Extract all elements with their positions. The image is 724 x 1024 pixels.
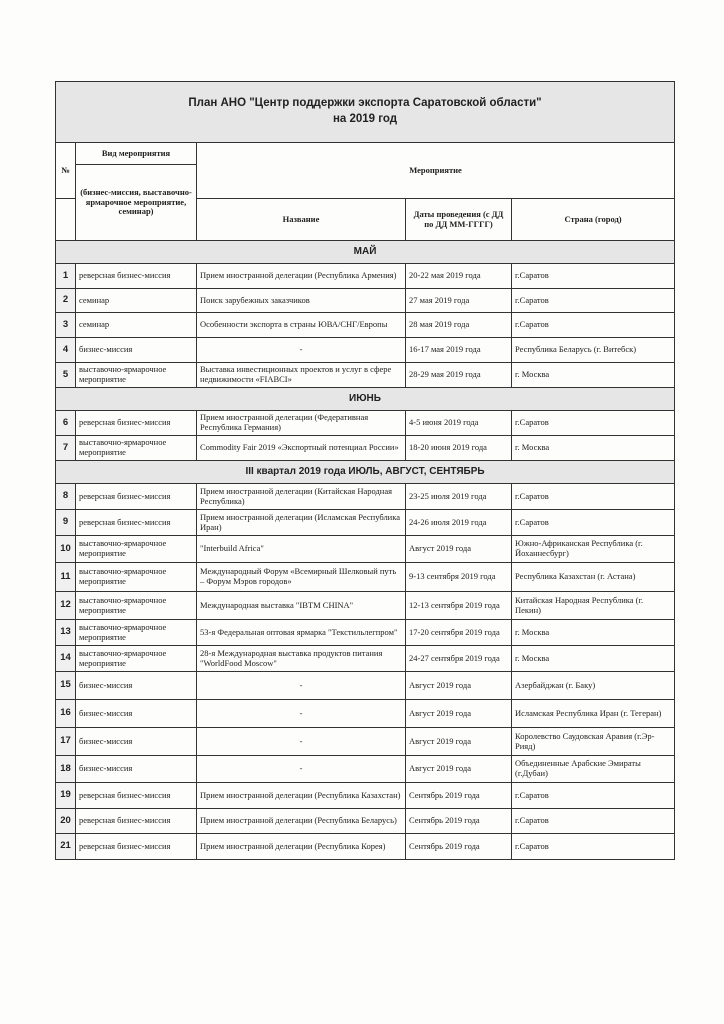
event-dates: 27 мая 2019 года xyxy=(406,289,512,313)
event-country: г. Москва xyxy=(512,436,675,461)
row-number: 16 xyxy=(56,700,76,728)
event-name: Международная выставка "IBTM CHINA" xyxy=(197,592,406,620)
section-row xyxy=(56,461,675,484)
event-name: Выставка инвестиционных проектов и услуг в сфере недвижимости «FIABCI» xyxy=(197,363,406,388)
event-type: реверсная бизнес-миссия xyxy=(76,834,197,860)
table-row xyxy=(56,620,675,646)
event-type: реверсная бизнес-миссия xyxy=(76,264,197,289)
table-row xyxy=(56,646,675,672)
event-country: Исламская Республика Иран (г. Тегеран) xyxy=(512,700,675,728)
event-name: 28-я Международная выставка продуктов питания "WorldFood Moscow" xyxy=(197,646,406,672)
event-dates: Сентябрь 2019 года xyxy=(406,783,512,809)
event-name: Прием иностранной делегации (Республика Казахстан) xyxy=(197,783,406,809)
event-name: Международный Форум «Всемирный Шелковый путь – Форум Мэров городов» xyxy=(197,563,406,592)
event-type: бизнес-миссия xyxy=(76,338,197,363)
event-name: 53-я Федеральная оптовая ярмарка "Текстильлегпром" xyxy=(197,620,406,646)
event-dates: 24-26 июля 2019 года xyxy=(406,510,512,536)
event-dates: 16-17 мая 2019 года xyxy=(406,338,512,363)
event-country: Южно-Африканская Республика (г. Йоханнесбург) xyxy=(512,536,675,563)
table-row xyxy=(56,289,675,313)
header-country: Страна (город) xyxy=(512,199,675,241)
event-name: Особенности экспорта в страны ЮВА/СНГ/Европы xyxy=(197,313,406,338)
event-type: реверсная бизнес-миссия xyxy=(76,783,197,809)
event-type: выставочно-ярмарочное мероприятие xyxy=(76,592,197,620)
event-name: Прием иностранной делегации (Федеративная Республика Германия) xyxy=(197,411,406,436)
section-label: ИЮНЬ xyxy=(56,388,675,411)
event-type: бизнес-миссия xyxy=(76,700,197,728)
event-type: выставочно-ярмарочное мероприятие xyxy=(76,536,197,563)
event-name: - xyxy=(197,672,406,700)
title-line-1: План АНО "Центр поддержки экспорта Саратовской области" xyxy=(188,97,542,110)
event-type: семинар xyxy=(76,313,197,338)
event-name: Прием иностранной делегации (Республика Беларусь) xyxy=(197,809,406,834)
event-dates: 18-20 июня 2019 года xyxy=(406,436,512,461)
event-type: выставочно-ярмарочное мероприятие xyxy=(76,563,197,592)
table-row xyxy=(56,484,675,510)
row-number: 4 xyxy=(56,338,76,363)
row-number: 11 xyxy=(56,563,76,592)
event-name: - xyxy=(197,338,406,363)
event-dates: 4-5 июня 2019 года xyxy=(406,411,512,436)
row-number: 3 xyxy=(56,313,76,338)
event-type: выставочно-ярмарочное мероприятие xyxy=(76,436,197,461)
section-label: III квартал 2019 года ИЮЛЬ, АВГУСТ, СЕНТЯБРЬ xyxy=(56,461,675,484)
row-number: 1 xyxy=(56,264,76,289)
event-dates: Август 2019 года xyxy=(406,536,512,563)
event-dates: Август 2019 года xyxy=(406,756,512,783)
row-number: 8 xyxy=(56,484,76,510)
event-name: Прием иностранной делегации (Исламская Республика Иран) xyxy=(197,510,406,536)
event-dates: Сентябрь 2019 года xyxy=(406,834,512,860)
table-row xyxy=(56,700,675,728)
event-dates: 12-13 сентября 2019 года xyxy=(406,592,512,620)
table-row xyxy=(56,592,675,620)
table-row xyxy=(56,783,675,809)
row-number: 9 xyxy=(56,510,76,536)
row-number: 5 xyxy=(56,363,76,388)
table-row xyxy=(56,363,675,388)
event-country: г.Саратов xyxy=(512,411,675,436)
table-row xyxy=(56,510,675,536)
table-row xyxy=(56,313,675,338)
header-type-subtitle: (бизнес-миссия, выставочно-ярмарочное мероприятие, семинар) xyxy=(76,165,197,241)
event-type: реверсная бизнес-миссия xyxy=(76,809,197,834)
row-number: 15 xyxy=(56,672,76,700)
event-country: г.Саратов xyxy=(512,313,675,338)
event-dates: 28-29 мая 2019 года xyxy=(406,363,512,388)
event-name: Прием иностранной делегации (Республика Армения) xyxy=(197,264,406,289)
section-row xyxy=(56,388,675,411)
row-number: 2 xyxy=(56,289,76,313)
event-country: Республика Беларусь (г. Витебск) xyxy=(512,338,675,363)
table-row xyxy=(56,436,675,461)
section-row xyxy=(56,241,675,264)
row-number: 14 xyxy=(56,646,76,672)
table-row xyxy=(56,536,675,563)
row-number: 10 xyxy=(56,536,76,563)
table-row xyxy=(56,338,675,363)
event-name: - xyxy=(197,728,406,756)
row-number: 6 xyxy=(56,411,76,436)
event-country: г.Саратов xyxy=(512,264,675,289)
table-row xyxy=(56,756,675,783)
row-number: 12 xyxy=(56,592,76,620)
row-number: 7 xyxy=(56,436,76,461)
header-type-title: Вид мероприятия xyxy=(76,143,197,165)
event-name: Поиск зарубежных заказчиков xyxy=(197,289,406,313)
table-row xyxy=(56,563,675,592)
event-country: Азербайджан (г. Баку) xyxy=(512,672,675,700)
table-row xyxy=(56,834,675,860)
document-title xyxy=(56,82,675,143)
header-num: № xyxy=(56,143,76,199)
event-dates: 28 мая 2019 года xyxy=(406,313,512,338)
table-row xyxy=(56,728,675,756)
section-label: МАЙ xyxy=(56,241,675,264)
table-row xyxy=(56,672,675,700)
event-type: реверсная бизнес-миссия xyxy=(76,510,197,536)
event-dates: 23-25 июля 2019 года xyxy=(406,484,512,510)
event-country: г.Саратов xyxy=(512,783,675,809)
event-type: реверсная бизнес-миссия xyxy=(76,411,197,436)
event-dates: 17-20 сентября 2019 года xyxy=(406,620,512,646)
event-country: Объединенные Арабские Эмираты (г.Дубаи) xyxy=(512,756,675,783)
event-dates: 9-13 сентября 2019 года xyxy=(406,563,512,592)
event-country: г.Саратов xyxy=(512,834,675,860)
row-number: 17 xyxy=(56,728,76,756)
plan-table xyxy=(55,81,675,860)
event-type: семинар xyxy=(76,289,197,313)
event-country: г.Саратов xyxy=(512,809,675,834)
event-type: бизнес-миссия xyxy=(76,756,197,783)
event-dates: Август 2019 года xyxy=(406,672,512,700)
row-number: 18 xyxy=(56,756,76,783)
event-name: Прием иностранной делегации (Республика Корея) xyxy=(197,834,406,860)
event-country: Китайская Народная Республика (г. Пекин) xyxy=(512,592,675,620)
table-row xyxy=(56,264,675,289)
event-type: бизнес-миссия xyxy=(76,728,197,756)
event-country: г.Саратов xyxy=(512,289,675,313)
event-type: выставочно-ярмарочное мероприятие xyxy=(76,363,197,388)
event-dates: 24-27 сентября 2019 года xyxy=(406,646,512,672)
event-type: реверсная бизнес-миссия xyxy=(76,484,197,510)
event-type: выставочно-ярмарочное мероприятие xyxy=(76,646,197,672)
event-country: г.Саратов xyxy=(512,484,675,510)
event-name: Прием иностранной делегации (Китайская Народная Республика) xyxy=(197,484,406,510)
table-row xyxy=(56,411,675,436)
table-row xyxy=(56,809,675,834)
event-name: "Interbuild Africa" xyxy=(197,536,406,563)
event-name: - xyxy=(197,700,406,728)
event-country: г. Москва xyxy=(512,620,675,646)
row-number: 19 xyxy=(56,783,76,809)
row-number: 13 xyxy=(56,620,76,646)
header-dates: Даты проведения (с ДД по ДД ММ-ГГГГ) xyxy=(406,199,512,241)
event-dates: 20-22 мая 2019 года xyxy=(406,264,512,289)
event-type: выставочно-ярмарочное мероприятие xyxy=(76,620,197,646)
header-num-cont xyxy=(56,199,76,241)
event-name: - xyxy=(197,756,406,783)
event-dates: Август 2019 года xyxy=(406,728,512,756)
row-number: 21 xyxy=(56,834,76,860)
event-name: Commodity Fair 2019 «Экспортный потенциал России» xyxy=(197,436,406,461)
event-country: Республика Казахстан (г. Астана) xyxy=(512,563,675,592)
event-country: г. Москва xyxy=(512,646,675,672)
event-dates: Август 2019 года xyxy=(406,700,512,728)
row-number: 20 xyxy=(56,809,76,834)
title-line-2: на 2019 год xyxy=(332,113,398,125)
event-country: г. Москва xyxy=(512,363,675,388)
event-country: Королевство Саудовская Аравия (г.Эр-Рияд) xyxy=(512,728,675,756)
header-event: Мероприятие xyxy=(197,143,675,199)
event-type: бизнес-миссия xyxy=(76,672,197,700)
event-dates: Сентябрь 2019 года xyxy=(406,809,512,834)
header-name: Название xyxy=(197,199,406,241)
event-country: г.Саратов xyxy=(512,510,675,536)
